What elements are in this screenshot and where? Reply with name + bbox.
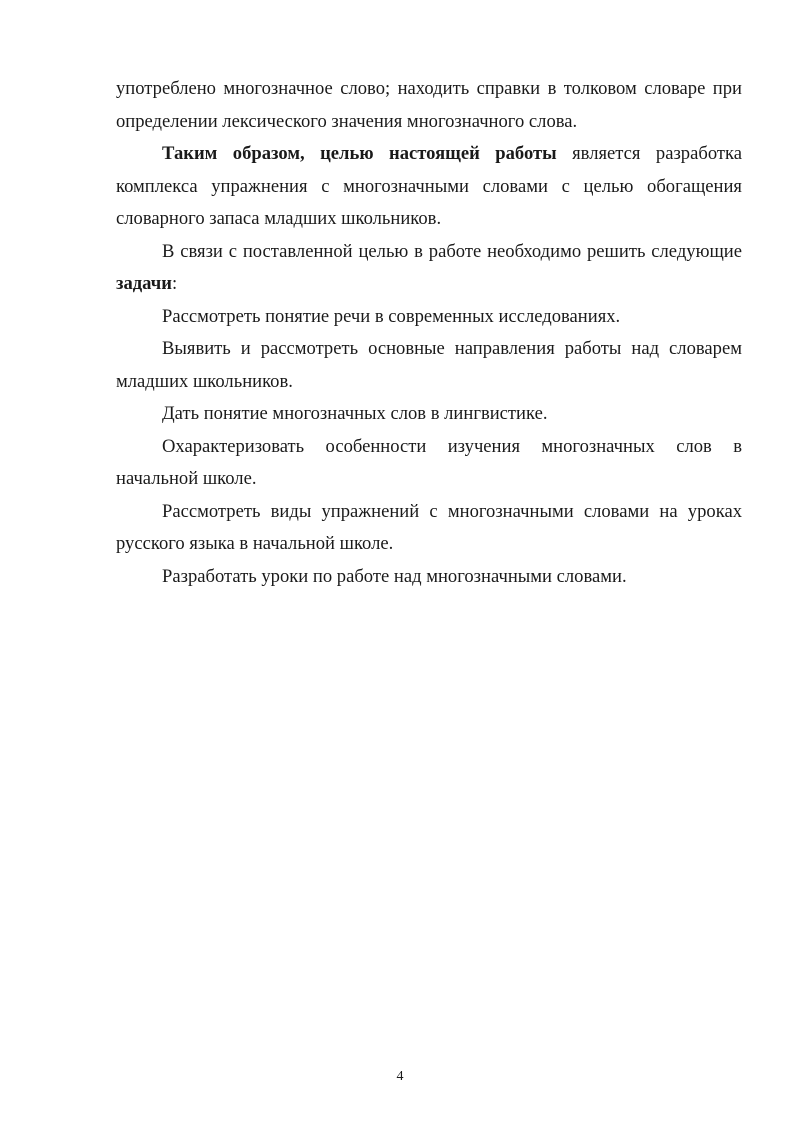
task-item bbox=[116, 398, 742, 431]
task-item bbox=[116, 301, 742, 334]
paragraph-text: Рассмотреть понятие речи в современных исследованиях. bbox=[162, 305, 621, 327]
paragraph-tasks-intro bbox=[116, 236, 742, 301]
paragraph-continuation bbox=[116, 73, 742, 138]
paragraph-text: Рассмотреть виды упражнений с многозначными словами на уроках русского языка в начальной школе. bbox=[116, 500, 742, 554]
task-item bbox=[116, 431, 742, 496]
page-body bbox=[116, 73, 742, 593]
paragraph-text: Выявить и рассмотреть основные направления работы над словарем младших школьников. bbox=[116, 338, 742, 392]
page-number: 4 bbox=[396, 1069, 404, 1084]
paragraph-text: употреблено многозначное слово; находить справки в толковом словаре при определении лексического значения многозначного слова. bbox=[116, 78, 742, 132]
paragraph-goal bbox=[116, 138, 742, 236]
goal-lead-bold: Таким образом, целью настоящей работы bbox=[162, 143, 557, 164]
tasks-colon: : bbox=[171, 273, 178, 294]
task-item bbox=[116, 561, 742, 594]
task-item bbox=[116, 496, 742, 561]
paragraph-text: В связи с поставленной целью в работе необходимо решить следующие bbox=[162, 240, 742, 262]
paragraph-text: является разработка комплекса упражнения с многозначными словами с целью обогащения словарного запаса младших школьников. bbox=[116, 143, 743, 229]
tasks-bold: задачи bbox=[116, 273, 172, 294]
task-item bbox=[116, 333, 742, 398]
paragraph-text: Дать понятие многозначных слов в лингвистике. bbox=[162, 403, 548, 424]
paragraph-text: Разработать уроки по работе над многозначными словами. bbox=[162, 565, 627, 587]
paragraph-text: Охарактеризовать особенности изучения многозначных слов в начальной школе. bbox=[116, 435, 742, 489]
